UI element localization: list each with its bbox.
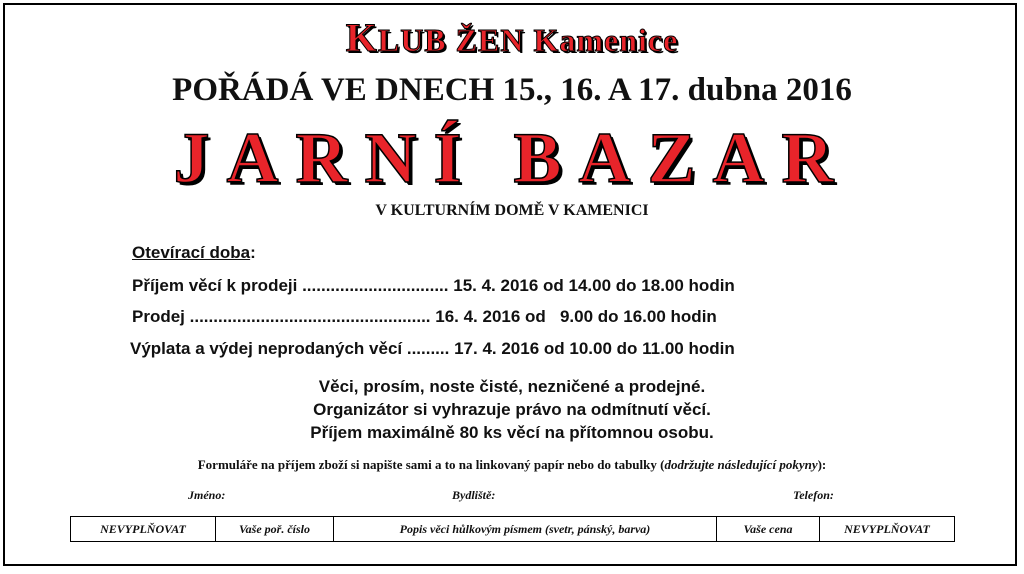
field-label-phone: Telefon: [793,488,834,502]
table-cell: Popis věci hůlkovým písmem (svetr, pánský, barva) [334,517,717,542]
hours-row-payout: Výplata a výdej neprodaných věcí ......... 17. 4. 2016 od 10.00 do 11.00 hodin [130,339,735,358]
forms-instructions: Formuláře na příjem zboží si napište sami a to na linkovaný papír nebo do tabulky (dodržujte následující pokyny): [197,457,827,472]
field-label-address: Bydliště: [452,488,496,502]
field-label-name: Jméno: [188,488,226,502]
hours-row-sale: Prodej ................................................... 16. 4. 2016 od 9.00 do 16.00 hodin [132,307,717,326]
table-row [71,517,955,542]
opening-hours-title: Otevírací doba: [132,243,256,262]
table-cell: NEVYPLŇOVAT [71,517,216,542]
dates-line: POŘÁDÁ VE DNECH 15., 16. A 17. dubna 2016 [172,72,852,108]
club-rest: LUB ŽEN Kamenice [377,22,679,58]
table-cell: NEVYPLŇOVAT [820,517,955,542]
club-initial: K [345,15,378,60]
table-cell: Vaše cena [717,517,820,542]
event-title: JARNÍ BAZAR [173,118,851,198]
note-line: Organizátor si vyhrazuje právo na odmítnutí věcí. [313,400,711,419]
venue-line: V KULTURNÍM DOMĚ V KAMENICI [375,202,649,219]
notes [0,375,1024,444]
table-cell: Vaše poř. číslo [216,517,334,542]
hours-row-intake: Příjem věcí k prodeji ............................... 15. 4. 2016 od 14.00 do 18.00 hodin [132,276,735,295]
form-template-table [70,516,955,542]
note-line: Příjem maximálně 80 ks věcí na přítomnou osobu. [310,423,714,442]
note-line: Věci, prosím, noste čisté, nezničené a prodejné. [318,377,706,396]
club-name [0,14,1024,64]
